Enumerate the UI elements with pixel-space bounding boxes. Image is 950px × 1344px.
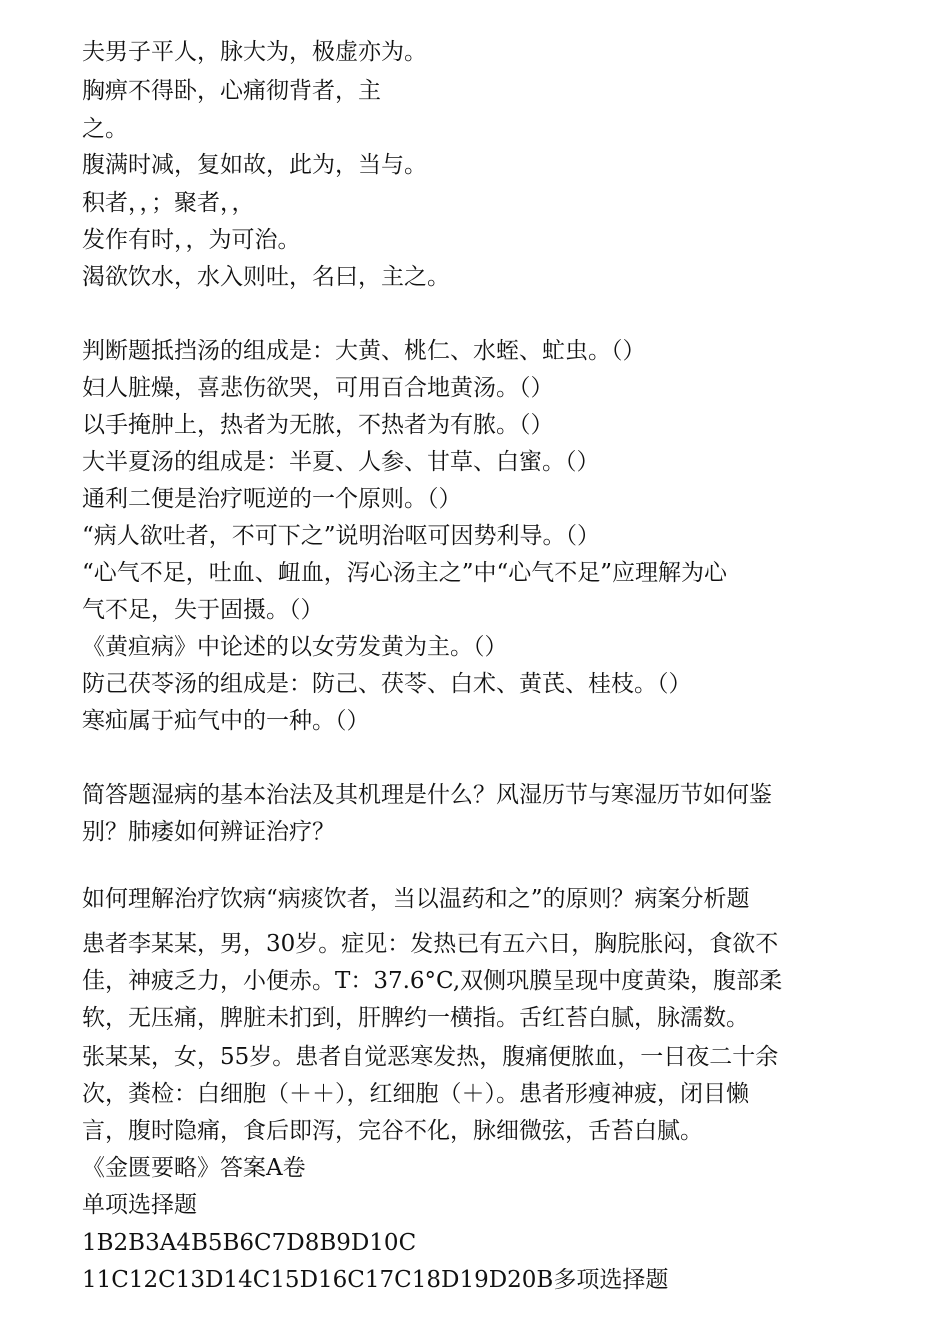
text-line: 气不足，失于固摄。（） [82, 597, 324, 623]
text-line: 如何理解治疗饮病“病痰饮者，当以温药和之”的原则？病案分析题 [82, 886, 750, 912]
text-line: 防己茯苓汤的组成是：防己、茯苓、白术、黄芪、桂枝。（） [82, 671, 692, 697]
text-line: 软，无压痛，脾脏未扪到，肝脾约一横指。舌红苔白腻，脉濡数。 [82, 1005, 749, 1031]
text-line: 《金匮要略》答案A卷 [82, 1155, 306, 1181]
text-line: “心气不足，吐血、衄血，泻心汤主之”中“心气不足”应理解为心 [82, 560, 728, 586]
text-line: 1B2B3A4B5B6C7D8B9D10C [82, 1230, 417, 1256]
text-line: 渴欲饮水，水入则吐，名曰，主之。 [82, 264, 450, 290]
text-line: 积者，，；聚者，， [82, 190, 255, 216]
text-line: 判断题抵挡汤的组成是：大黄、桃仁、水蛭、虻虫。（） [82, 338, 646, 364]
text-line: “病人欲吐者，不可下之”说明治呕可因势利导。（） [82, 523, 601, 549]
text-line: 次，粪检：白细胞（＋＋），红细胞（＋）。患者形瘦神疲，闭目懒 [82, 1081, 749, 1107]
text-line: 《黄疸病》中论述的以女劳发黄为主。（） [82, 634, 508, 660]
text-line: 之。 [82, 116, 128, 142]
text-line: 夫男子平人，脉大为，极虚亦为。 [82, 39, 427, 65]
text-line: 单项选择题 [82, 1192, 197, 1218]
text-line: 以手掩肿上，热者为无脓，不热者为有脓。（） [82, 412, 554, 438]
text-line: 言，腹时隐痛，食后即泻，完谷不化，脉细微弦，舌苔白腻。 [82, 1118, 703, 1144]
text-line: 寒疝属于疝气中的一种。（） [82, 708, 370, 734]
text-line: 妇人脏燥，喜悲伤欲哭，可用百合地黄汤。（） [82, 375, 554, 401]
text-line: 大半夏汤的组成是：半夏、人参、甘草、白蜜。（） [82, 449, 600, 475]
text-line: 张某某，女，55岁。患者自觉恶寒发热，腹痛便脓血，一日夜二十余 [82, 1044, 779, 1070]
text-line: 简答题湿病的基本治法及其机理是什么？风湿历节与寒湿历节如何鉴 [82, 782, 772, 808]
text-line: 胸痹不得卧，心痛彻背者，主 [82, 78, 381, 104]
text-line: 别？肺痿如何辨证治疗？ [82, 819, 335, 845]
text-line: 11C12C13D14C15D16C17C18D19D20B多项选择题 [82, 1267, 669, 1293]
text-line: 通利二便是治疗呃逆的一个原则。（） [82, 486, 462, 512]
text-line: 佳，神疲乏力，小便赤。T：37.6°C,双侧巩膜呈现中度黄染，腹部柔 [82, 968, 783, 994]
text-line: 发作有时，，为可治。 [82, 227, 301, 253]
text-line: 腹满时减，复如故，此为，当与。 [82, 152, 427, 178]
text-line: 患者李某某，男，30岁。症见：发热已有五六日，胸脘胀闷，食欲不 [82, 931, 779, 957]
